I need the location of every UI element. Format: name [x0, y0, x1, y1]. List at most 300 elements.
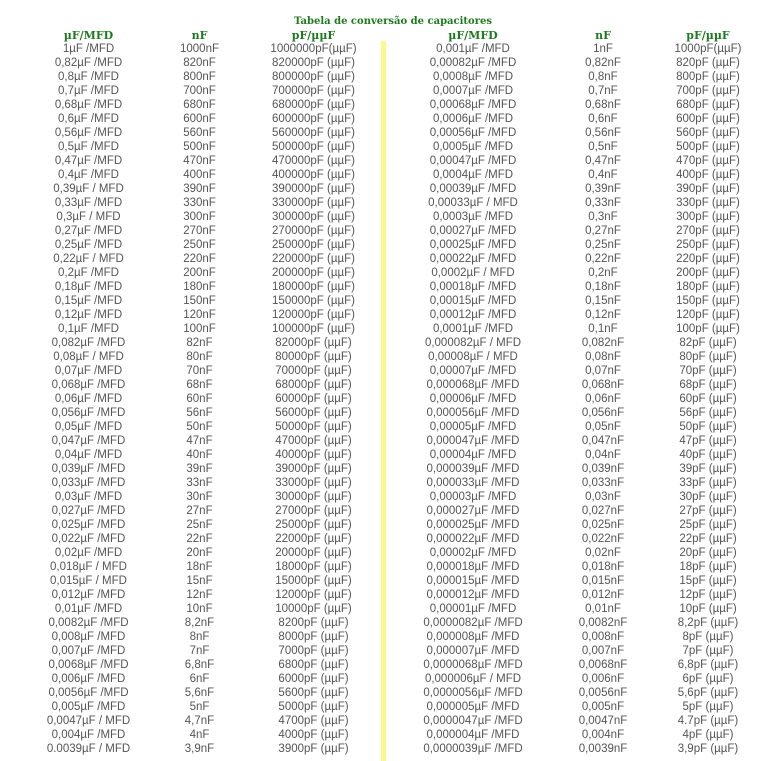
table-row	[30, 406, 375, 420]
cell-uf-mfd: 0,03µF /MFD	[54, 491, 123, 503]
cell-pf-uuf: 7000pF (µµF)	[278, 645, 349, 657]
cell-nf: 330nF	[183, 197, 216, 209]
cell-pf-uuf: 500pF (µµF)	[676, 141, 740, 153]
cell-nf: 220nF	[183, 253, 216, 265]
cell-uf-mfd: 0,012µF /MFD	[51, 589, 126, 601]
table-row	[30, 210, 375, 224]
table-row	[30, 322, 375, 336]
cell-pf-uuf: 12000pF (µµF)	[275, 589, 352, 601]
table-header-row	[393, 30, 763, 42]
cell-pf-uuf: 4700pF (µµF)	[278, 715, 349, 727]
table-row	[393, 742, 763, 756]
cell-nf: 1nF	[593, 43, 613, 55]
cell-nf: 0,15nF	[585, 295, 621, 307]
cell-uf-mfd: 0,00018µF /MFD	[429, 281, 517, 293]
cell-nf: 390nF	[183, 183, 216, 195]
cell-uf-mfd: 0,47µF /MFD	[54, 155, 123, 167]
table-row	[393, 560, 763, 574]
table-row	[393, 126, 763, 140]
table-row	[393, 112, 763, 126]
cell-nf: 0,01nF	[585, 603, 621, 615]
cell-uf-mfd: 0,000004µF /MFD	[426, 729, 520, 741]
cell-pf-uuf: 180pF (µµF)	[676, 281, 740, 293]
cell-uf-mfd: 0,00007µF /MFD	[429, 365, 517, 377]
table-row	[393, 266, 763, 280]
cell-uf-mfd: 0,00082µF /MFD	[429, 57, 517, 69]
cell-pf-uuf: 820000pF (µµF)	[272, 57, 355, 69]
cell-uf-mfd: 0,000025µF /MFD	[426, 519, 520, 531]
cell-nf: 8nF	[189, 631, 210, 643]
cell-uf-mfd: 0,00012µF /MFD	[429, 309, 517, 321]
table-row	[30, 280, 375, 294]
cell-nf: 0,05nF	[585, 421, 621, 433]
cell-nf: 100nF	[183, 323, 216, 335]
cell-nf: 700nF	[183, 85, 216, 97]
cell-nf: 470nF	[183, 155, 216, 167]
table-row	[393, 448, 763, 462]
cell-uf-mfd: 0,00008µF / MFD	[428, 351, 518, 363]
table-row	[393, 686, 763, 700]
cell-nf: 47nF	[186, 435, 213, 447]
cell-nf: 300nF	[183, 211, 216, 223]
cell-nf: 70nF	[186, 365, 213, 377]
header-nf: nF	[191, 29, 208, 42]
cell-uf-mfd: 0,1µF /MFD	[58, 323, 119, 335]
cell-pf-uuf: 60pF (µµF)	[679, 393, 737, 405]
left-conversion-table	[30, 30, 375, 756]
cell-pf-uuf: 800pF (µµF)	[676, 71, 740, 83]
cell-uf-mfd: 0,068µF /MFD	[51, 379, 126, 391]
header-nf: nF	[595, 29, 611, 42]
cell-uf-mfd: 0,015µF / MFD	[50, 575, 127, 587]
table-row	[30, 154, 375, 168]
cell-uf-mfd: 0,2µF /MFD	[58, 267, 119, 279]
table-row	[393, 644, 763, 658]
cell-pf-uuf: 30pF (µµF)	[679, 491, 737, 503]
table-row	[30, 434, 375, 448]
cell-pf-uuf: 5000pF (µµF)	[278, 701, 349, 713]
cell-uf-mfd: 0,27µF /MFD	[54, 225, 123, 237]
cell-pf-uuf: 6pF (µµF)	[682, 673, 734, 685]
table-row	[30, 476, 375, 490]
right-conversion-table	[393, 30, 763, 756]
table-row	[30, 658, 375, 672]
table-row	[393, 84, 763, 98]
table-row	[393, 728, 763, 742]
cell-nf: 0,03nF	[585, 491, 621, 503]
cell-nf: 0,18nF	[585, 281, 621, 293]
cell-uf-mfd: 0,000005µF /MFD	[426, 701, 520, 713]
cell-uf-mfd: 0,006µF /MFD	[51, 673, 126, 685]
cell-uf-mfd: 0,0000082µF /MFD	[423, 617, 523, 629]
table-row	[393, 140, 763, 154]
cell-uf-mfd: 0,15µF /MFD	[54, 295, 123, 307]
table-row	[393, 364, 763, 378]
cell-uf-mfd: 0,00047µF /MFD	[429, 155, 517, 167]
cell-nf: 0,2nF	[588, 267, 618, 279]
table-row	[393, 224, 763, 238]
table-row	[393, 350, 763, 364]
cell-uf-mfd: 0,005µF /MFD	[51, 701, 126, 713]
table-row	[30, 42, 375, 56]
cell-nf: 0,006nF	[581, 673, 625, 685]
cell-uf-mfd: 0,0000039µF /MFD	[423, 743, 523, 755]
cell-nf: 8,2nF	[184, 617, 215, 629]
cell-uf-mfd: 0,00015µF /MFD	[429, 295, 517, 307]
cell-uf-mfd: 0,000039µF /MFD	[426, 463, 520, 475]
cell-pf-uuf: 220000pF (µµF)	[272, 253, 355, 265]
table-row	[393, 672, 763, 686]
cell-nf: 33nF	[186, 477, 213, 489]
cell-nf: 0,33nF	[585, 197, 621, 209]
cell-nf: 0,033nF	[581, 477, 625, 489]
cell-pf-uuf: 6,8pF (µµF)	[677, 659, 739, 671]
cell-pf-uuf: 50pF (µµF)	[679, 421, 737, 433]
cell-uf-mfd: 0,001µF /MFD	[436, 43, 510, 55]
cell-pf-uuf: 15pF (µµF)	[679, 575, 737, 587]
table-row	[30, 168, 375, 182]
cell-nf: 0,082nF	[581, 337, 625, 349]
table-row	[30, 504, 375, 518]
cell-uf-mfd: 0,000033µF /MFD	[426, 477, 520, 489]
cell-uf-mfd: 0,056µF /MFD	[51, 407, 126, 419]
cell-pf-uuf: 39pF (µµF)	[679, 463, 737, 475]
cell-pf-uuf: 82000pF (µµF)	[275, 337, 352, 349]
table-row	[30, 126, 375, 140]
cell-uf-mfd: 0,08µF / MFD	[53, 351, 124, 363]
cell-uf-mfd: 0,68µF /MFD	[54, 99, 123, 111]
cell-uf-mfd: 0,022µF /MFD	[51, 533, 126, 545]
cell-nf: 0,1nF	[588, 323, 618, 335]
table-row	[393, 490, 763, 504]
cell-nf: 0,0082nF	[578, 617, 628, 629]
table-row	[30, 462, 375, 476]
table-row	[30, 196, 375, 210]
cell-nf: 0,02nF	[585, 547, 621, 559]
cell-pf-uuf: 5600pF (µµF)	[278, 687, 349, 699]
cell-pf-uuf: 330pF (µµF)	[676, 197, 740, 209]
cell-pf-uuf: 680000pF (µµF)	[272, 99, 355, 111]
table-row	[393, 518, 763, 532]
cell-pf-uuf: 68000pF (µµF)	[275, 379, 352, 391]
cell-uf-mfd: 0,00025µF /MFD	[429, 239, 517, 251]
table-row	[393, 532, 763, 546]
cell-pf-uuf: 27000pF (µµF)	[275, 505, 352, 517]
cell-uf-mfd: 0,082µF /MFD	[51, 337, 126, 349]
cell-pf-uuf: 80pF (µµF)	[679, 351, 737, 363]
cell-pf-uuf: 700pF (µµF)	[676, 85, 740, 97]
cell-nf: 400nF	[183, 169, 216, 181]
cell-pf-uuf: 60000pF (µµF)	[275, 393, 352, 405]
cell-pf-uuf: 27pF (µµF)	[679, 505, 737, 517]
cell-uf-mfd: 0,008µF /MFD	[51, 631, 126, 643]
cell-uf-mfd: 0,0005µF /MFD	[432, 141, 514, 153]
cell-nf: 4nF	[189, 729, 210, 741]
cell-nf: 7nF	[189, 645, 210, 657]
table-row	[393, 168, 763, 182]
cell-pf-uuf: 150000pF (µµF)	[272, 295, 355, 307]
cell-nf: 60nF	[186, 393, 213, 405]
cell-pf-uuf: 220pF (µµF)	[676, 253, 740, 265]
table-row	[30, 672, 375, 686]
cell-uf-mfd: 0,0006µF /MFD	[432, 113, 514, 125]
cell-pf-uuf: 82pF (µµF)	[679, 337, 737, 349]
cell-pf-uuf: 47pF (µµF)	[679, 435, 737, 447]
cell-pf-uuf: 6800pF (µµF)	[278, 659, 349, 671]
cell-uf-mfd: 0,018µF / MFD	[50, 561, 127, 573]
cell-nf: 680nF	[183, 99, 216, 111]
table-row	[30, 532, 375, 546]
table-row	[393, 700, 763, 714]
table-row	[30, 518, 375, 532]
table-row	[30, 252, 375, 266]
table-row	[393, 714, 763, 728]
cell-pf-uuf: 300pF (µµF)	[676, 211, 740, 223]
cell-nf: 15nF	[186, 575, 213, 587]
cell-pf-uuf: 390000pF (µµF)	[272, 183, 355, 195]
cell-pf-uuf: 20pF (µµF)	[679, 547, 737, 559]
cell-pf-uuf: 25000pF (µµF)	[275, 519, 352, 531]
cell-pf-uuf: 8pF (µµF)	[682, 631, 734, 643]
cell-nf: 0,068nF	[581, 379, 625, 391]
cell-nf: 6,8nF	[184, 659, 215, 671]
cell-uf-mfd: 0,000015µF /MFD	[426, 575, 520, 587]
cell-uf-mfd: 0,00033µF / MFD	[428, 197, 518, 209]
cell-pf-uuf: 4pF (µµF)	[682, 729, 734, 741]
cell-uf-mfd: 0,000012µF /MFD	[426, 589, 520, 601]
table-row	[30, 700, 375, 714]
cell-uf-mfd: 0,25µF /MFD	[54, 239, 123, 251]
cell-nf: 0,4nF	[588, 169, 618, 181]
table-row	[30, 56, 375, 70]
cell-pf-uuf: 470000pF (µµF)	[272, 155, 355, 167]
cell-pf-uuf: 68pF (µµF)	[679, 379, 737, 391]
cell-uf-mfd: 0,00005µF /MFD	[429, 421, 517, 433]
header-pf-uuf: pF/µµF	[291, 29, 336, 42]
cell-pf-uuf: 22pF (µµF)	[679, 533, 737, 545]
cell-nf: 560nF	[183, 127, 216, 139]
cell-nf: 0,012nF	[581, 589, 625, 601]
cell-uf-mfd: 0,007µF /MFD	[51, 645, 126, 657]
cell-uf-mfd: 0,0000056µF /MFD	[423, 687, 523, 699]
cell-pf-uuf: 30000pF (µµF)	[275, 491, 352, 503]
table-row	[30, 266, 375, 280]
cell-uf-mfd: 1µF /MFD	[62, 43, 115, 55]
left-table-body	[30, 42, 375, 756]
cell-nf: 0,008nF	[581, 631, 625, 643]
cell-pf-uuf: 1000pF(µµF)	[674, 43, 742, 55]
cell-nf: 27nF	[186, 505, 213, 517]
cell-uf-mfd: 0,00003µF /MFD	[429, 491, 517, 503]
cell-pf-uuf: 500000pF (µµF)	[272, 141, 355, 153]
table-row	[393, 210, 763, 224]
cell-uf-mfd: 0,000027µF /MFD	[426, 505, 520, 517]
cell-pf-uuf: 100000pF (µµF)	[272, 323, 355, 335]
cell-pf-uuf: 100pF (µµF)	[676, 323, 740, 335]
table-row	[30, 336, 375, 350]
table-row	[30, 420, 375, 434]
cell-uf-mfd: 0,82µF /MFD	[54, 57, 123, 69]
cell-nf: 30nF	[186, 491, 213, 503]
table-row	[393, 462, 763, 476]
cell-pf-uuf: 5pF (µµF)	[682, 701, 734, 713]
right-table-body	[393, 42, 763, 756]
cell-pf-uuf: 600000pF (µµF)	[272, 113, 355, 125]
table-row	[30, 294, 375, 308]
cell-nf: 22nF	[186, 533, 213, 545]
table-row	[30, 686, 375, 700]
cell-uf-mfd: 0,8µF /MFD	[58, 71, 119, 83]
table-row	[393, 294, 763, 308]
table-row	[30, 728, 375, 742]
cell-uf-mfd: 0,0068µF /MFD	[48, 659, 129, 671]
cell-uf-mfd: 0,00001µF /MFD	[429, 603, 517, 615]
cell-uf-mfd: 0,0007µF /MFD	[432, 85, 514, 97]
cell-pf-uuf: 600pF (µµF)	[676, 113, 740, 125]
cell-nf: 0,047nF	[581, 435, 625, 447]
table-row	[30, 350, 375, 364]
cell-pf-uuf: 3900pF (µµF)	[278, 743, 349, 755]
table-row	[30, 574, 375, 588]
table-row	[30, 714, 375, 728]
cell-uf-mfd: 0,3µF / MFD	[56, 211, 121, 223]
table-row	[393, 420, 763, 434]
cell-uf-mfd: 0,000082µF / MFD	[424, 337, 522, 349]
table-row	[393, 658, 763, 672]
table-row	[393, 154, 763, 168]
cell-pf-uuf: 8,2pF (µµF)	[677, 617, 739, 629]
cell-nf: 0,08nF	[585, 351, 621, 363]
table-row	[30, 588, 375, 602]
cell-nf: 500nF	[183, 141, 216, 153]
cell-uf-mfd: 0,0008µF /MFD	[432, 71, 514, 83]
cell-nf: 0,0047nF	[578, 715, 628, 727]
cell-uf-mfd: 0,00022µF /MFD	[429, 253, 517, 265]
cell-uf-mfd: 0,18µF /MFD	[54, 281, 123, 293]
cell-pf-uuf: 40000pF (µµF)	[275, 449, 352, 461]
cell-nf: 1000nF	[179, 43, 219, 55]
cell-nf: 0,3nF	[588, 211, 618, 223]
cell-pf-uuf: 18pF (µµF)	[679, 561, 737, 573]
cell-nf: 0,07nF	[585, 365, 621, 377]
table-row	[30, 70, 375, 84]
cell-pf-uuf: 270000pF (µµF)	[272, 225, 355, 237]
cell-pf-uuf: 400pF (µµF)	[676, 169, 740, 181]
cell-uf-mfd: 0,025µF /MFD	[51, 519, 126, 531]
cell-nf: 39nF	[186, 463, 213, 475]
table-row	[393, 252, 763, 266]
table-row	[30, 378, 375, 392]
cell-pf-uuf: 15000pF (µµF)	[275, 575, 352, 587]
table-row	[393, 602, 763, 616]
cell-pf-uuf: 25pF (µµF)	[679, 519, 737, 531]
left-conversion-table-block	[30, 30, 375, 756]
cell-uf-mfd: 0,0000047µF /MFD	[423, 715, 523, 727]
cell-nf: 180nF	[183, 281, 216, 293]
cell-nf: 0,004nF	[581, 729, 625, 741]
cell-nf: 0,68nF	[585, 99, 621, 111]
cell-uf-mfd: 0,00056µF /MFD	[429, 127, 517, 139]
table-row	[393, 392, 763, 406]
cell-uf-mfd: 0,00002µF /MFD	[429, 547, 517, 559]
cell-uf-mfd: 0,00068µF /MFD	[429, 99, 517, 111]
cell-uf-mfd: 0,6µF /MFD	[58, 113, 119, 125]
cell-nf: 0,0039nF	[578, 743, 628, 755]
cell-nf: 82nF	[186, 337, 213, 349]
cell-uf-mfd: 0,00027µF /MFD	[429, 225, 517, 237]
cell-nf: 68nF	[186, 379, 213, 391]
cell-uf-mfd: 0,0004µF /MFD	[432, 169, 514, 181]
cell-nf: 5,6nF	[184, 687, 215, 699]
cell-nf: 0,5nF	[588, 141, 618, 153]
table-row	[393, 98, 763, 112]
cell-nf: 10nF	[186, 603, 213, 615]
table-row	[30, 238, 375, 252]
table-row	[393, 280, 763, 294]
cell-nf: 600nF	[183, 113, 216, 125]
cell-uf-mfd: 0,000007µF /MFD	[426, 645, 520, 657]
table-row	[393, 588, 763, 602]
table-header-row	[30, 30, 375, 42]
cell-pf-uuf: 800000pF (µµF)	[272, 71, 355, 83]
cell-nf: 0,39nF	[585, 183, 621, 195]
cell-pf-uuf: 8200pF (µµF)	[278, 617, 349, 629]
table-row	[30, 616, 375, 630]
table-row	[393, 504, 763, 518]
cell-pf-uuf: 33000pF (µµF)	[275, 477, 352, 489]
cell-nf: 0,47nF	[585, 155, 621, 167]
cell-uf-mfd: 0,4µF /MFD	[58, 169, 119, 181]
cell-pf-uuf: 700000pF (µµF)	[272, 85, 355, 97]
table-row	[30, 112, 375, 126]
cell-pf-uuf: 390pF (µµF)	[676, 183, 740, 195]
right-conversion-table-block	[393, 30, 763, 756]
cell-pf-uuf: 330000pF (µµF)	[272, 197, 355, 209]
cell-uf-mfd: 0,04µF /MFD	[54, 449, 123, 461]
table-row	[393, 308, 763, 322]
cell-uf-mfd: 0,05µF /MFD	[54, 421, 123, 433]
cell-nf: 0,8nF	[588, 71, 618, 83]
cell-pf-uuf: 250pF (µµF)	[676, 239, 740, 251]
cell-uf-mfd: 0,039µF /MFD	[51, 463, 126, 475]
cell-uf-mfd: 0,0002µF / MFD	[431, 267, 515, 279]
table-row	[393, 434, 763, 448]
cell-uf-mfd: 0,000022µF /MFD	[426, 533, 520, 545]
cell-pf-uuf: 400000pF (µµF)	[272, 169, 355, 181]
cell-nf: 0,025nF	[581, 519, 625, 531]
cell-pf-uuf: 470pF (µµF)	[676, 155, 740, 167]
cell-nf: 0,22nF	[585, 253, 621, 265]
cell-pf-uuf: 40pF (µµF)	[679, 449, 737, 461]
cell-nf: 12nF	[186, 589, 213, 601]
table-row	[393, 406, 763, 420]
table-row	[393, 378, 763, 392]
cell-nf: 250nF	[183, 239, 216, 251]
cell-nf: 56nF	[186, 407, 213, 419]
cell-uf-mfd: 0,033µF /MFD	[51, 477, 126, 489]
cell-uf-mfd: 0,07µF /MFD	[54, 365, 123, 377]
cell-nf: 0,06nF	[585, 393, 621, 405]
cell-nf: 0,0068nF	[578, 659, 628, 671]
cell-pf-uuf: 250000pF (µµF)	[272, 239, 355, 251]
cell-pf-uuf: 120pF (µµF)	[676, 309, 740, 321]
cell-nf: 0,27nF	[585, 225, 621, 237]
cell-uf-mfd: 0,00039µF /MFD	[429, 183, 517, 195]
cell-pf-uuf: 56pF (µµF)	[679, 407, 737, 419]
table-row	[30, 392, 375, 406]
cell-nf: 4,7nF	[184, 715, 215, 727]
cell-pf-uuf: 10000pF (µµF)	[275, 603, 352, 615]
